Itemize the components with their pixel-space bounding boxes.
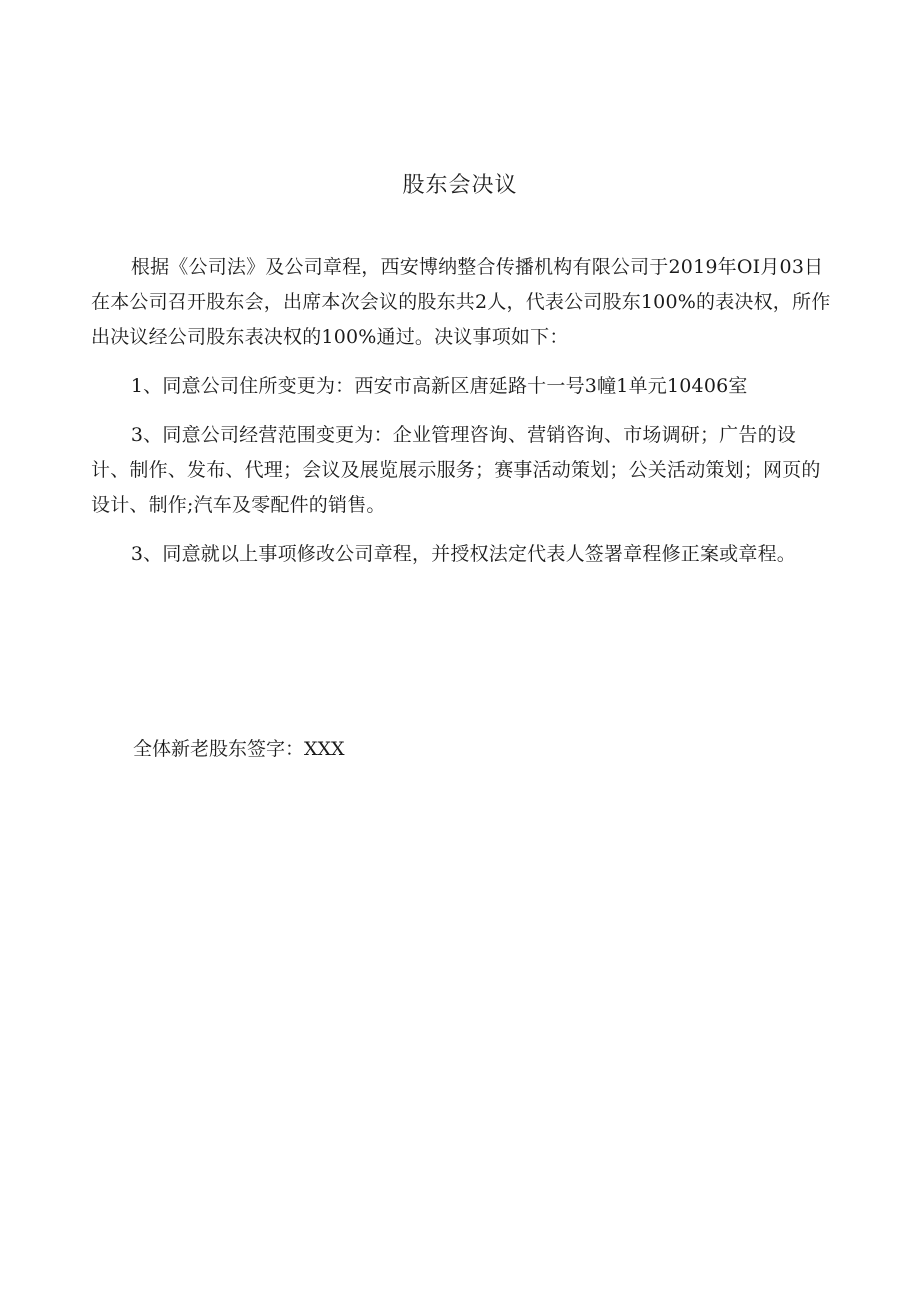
shareholder-signature-line: 全体新老股东签字：XXX bbox=[133, 738, 345, 760]
resolution-item-3: 3、同意就以上事项修改公司章程，并授权法定代表人签署章程修正案或章程。 bbox=[130, 543, 796, 565]
resolution-item-1: 1、同意公司住所变更为：西安市高新区唐延路十一号3幢1单元10406室 bbox=[130, 375, 748, 397]
intro-paragraph: 根据《公司法》及公司章程，西安博纳整合传播机构有限公司于2019年OI月03日在本公司召开股东会，出席本次会议的股东共2人，代表公司股东100%的表决权，所作出决议经公司股东表决权的100%通过。决议事项如下： bbox=[91, 256, 831, 348]
document-title: 股东会决议 bbox=[402, 173, 518, 198]
document-body bbox=[91, 250, 831, 572]
resolution-item-2: 3、同意公司经营范围变更为：企业管理咨询、营销咨询、市场调研；广告的设计、制作、发布、代理；会议及展览展示服务；赛事活动策划；公关活动策划；网页的设计、制作;汽车及零配件的销售。 bbox=[91, 424, 821, 516]
